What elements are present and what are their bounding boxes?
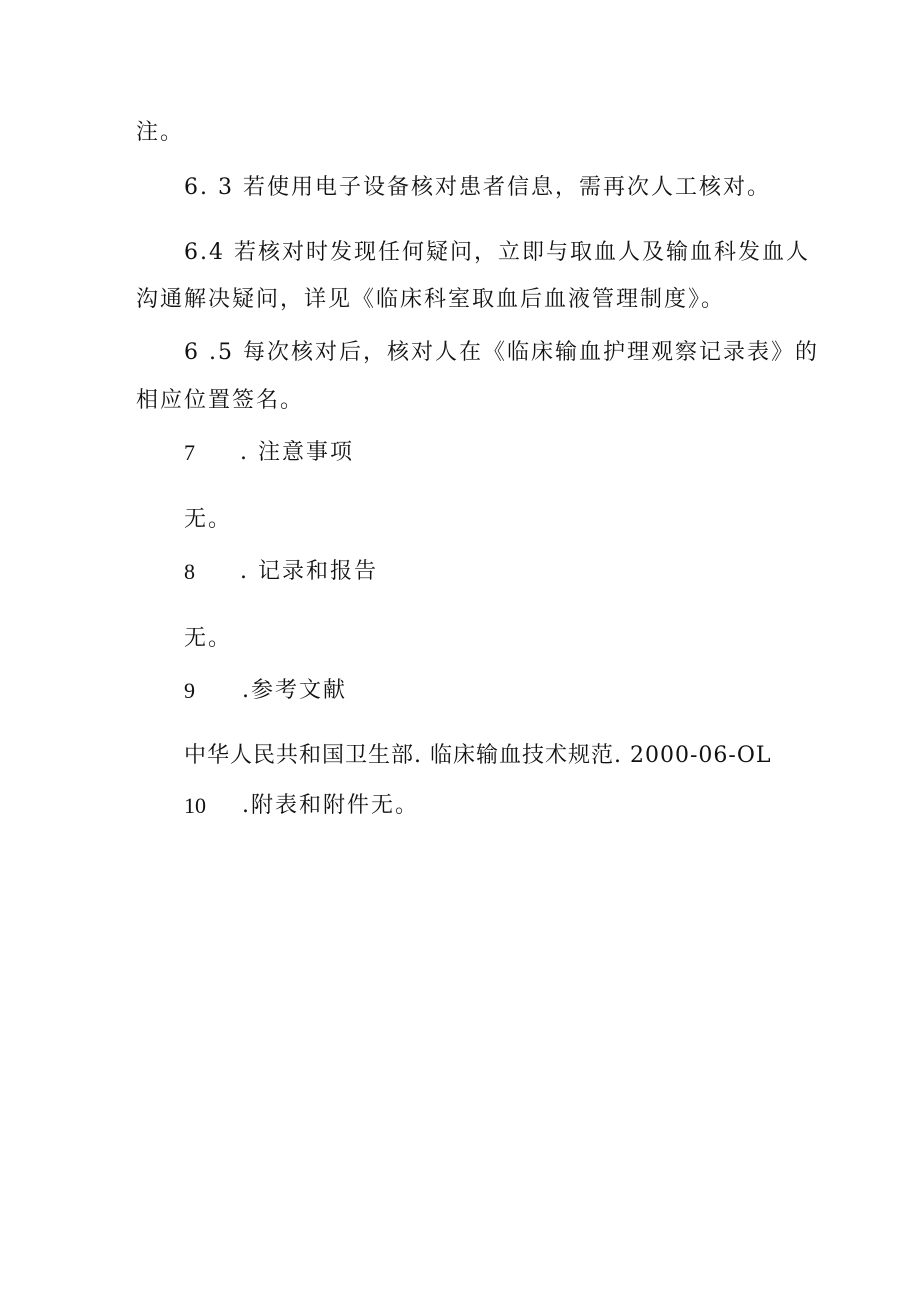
paragraph-line: 注。 (136, 120, 185, 145)
section-body: 无。 (184, 626, 233, 651)
section-number: 7 (184, 440, 195, 465)
reference-entry: 中华人民共和国卫生部. 临床输血技术规范. 2000-06-OL (184, 743, 772, 768)
section-body: 无。 (184, 507, 233, 532)
paragraph-line: 6.4 若核对时发现任何疑问，立即与取血人及输血科发血人 (184, 240, 810, 265)
section-heading: . 记录和报告 (240, 559, 378, 584)
section-heading: .附表和附件无。 (242, 793, 419, 818)
paragraph-line: 沟通解决疑问，详见《临床科室取血后血液管理制度》。 (136, 287, 726, 312)
section-heading: . 注意事项 (240, 440, 354, 465)
section-heading: .参考文献 (242, 678, 347, 703)
paragraph-line: 6. 3 若使用电子设备核对患者信息，需再次人工核对。 (184, 175, 771, 200)
section-number: 10 (184, 793, 206, 818)
paragraph-line: 相应位置签名。 (136, 388, 305, 413)
section-number: 9 (184, 678, 195, 703)
paragraph-line: 6 .5 每次核对后，核对人在《临床输血护理观察记录表》的 (184, 340, 819, 365)
section-number: 8 (184, 559, 195, 584)
